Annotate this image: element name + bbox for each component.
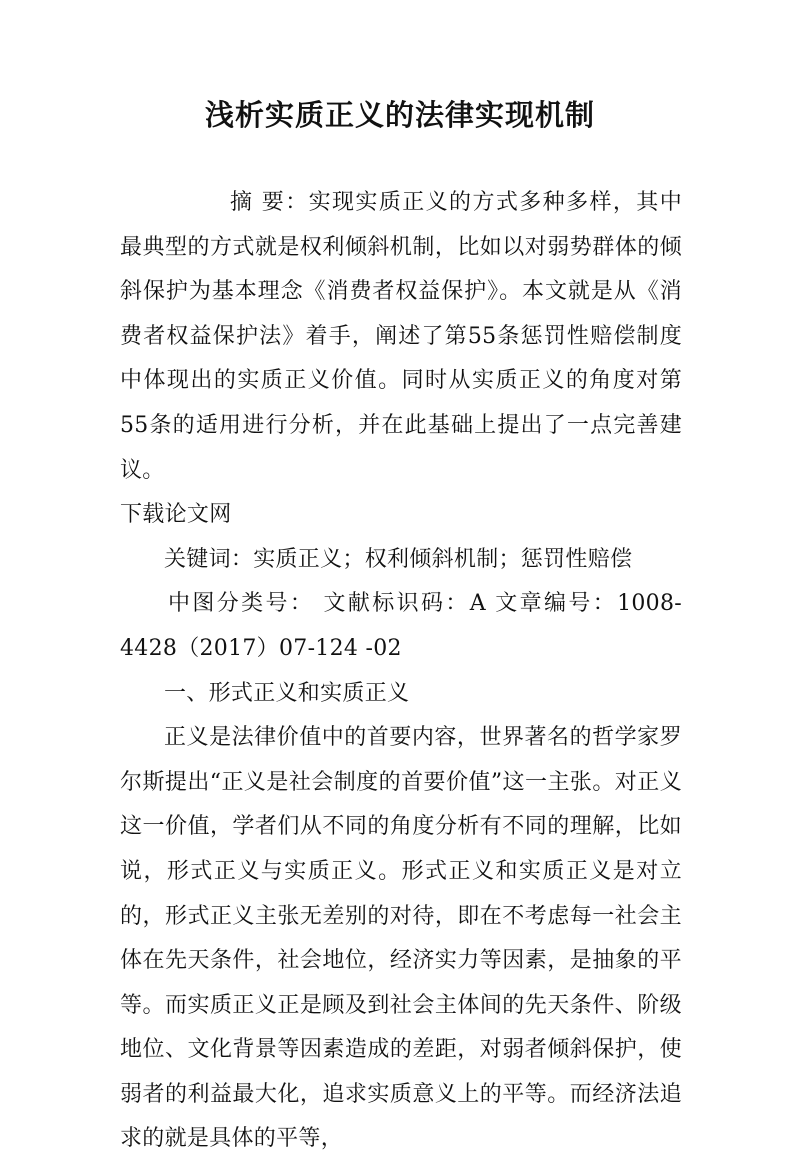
keywords-line: 关键词：实质正义；权利倾斜机制；惩罚性赔偿 — [164, 546, 633, 572]
abstract-paragraph — [120, 181, 682, 493]
section-body-paragraph: 正义是法律价值中的首要内容，世界著名的哲学家罗尔斯提出“正义是社会制度的首要价值”这一主张。对正义这一价值，学者们从不同的角度分析有不同的理解，比如说，形式正义与实质正义。形式正义和实质正义是对立的，形式正义主张无差别的对待，即在不考虑每一社会主体在先天条件，社会地位，经济实力等因素，是抽象的平等。而实质正义正是顾及到社会主体间的先天条件、阶级地位、文化背景等因素造成的差距，对弱者倾斜保护，使弱者的利益最大化，追求实质意义上的平等。而经济法追求的就是具体的平等， — [120, 725, 682, 1152]
document-title: 浅析实质正义的法律实现机制 — [204, 98, 595, 132]
abstract-label: 摘 要： — [230, 190, 309, 215]
section-heading: 一、形式正义和实质正义 — [164, 680, 410, 706]
abstract-text: 实现实质正义的方式多种多样，其中最典型的方式就是权利倾斜机制，比如以对弱势群体的倾斜保护为基本理念《消费者权益保护》。本文就是从《消费者权益保护法》着手，阐述了第55条惩罚性赔偿制度中体现出的实质正义价值。同时从实质正义的角度对第55条的适用进行分析，并在此基础上提出了一点完善建议。 — [120, 190, 682, 483]
source-note: 下载论文网 — [120, 502, 232, 528]
document-body — [120, 181, 682, 1162]
classification-line: 中图分类号： 文献标识码：A 文章编号：1008-4428（2017）07-124 -02 — [120, 591, 682, 661]
